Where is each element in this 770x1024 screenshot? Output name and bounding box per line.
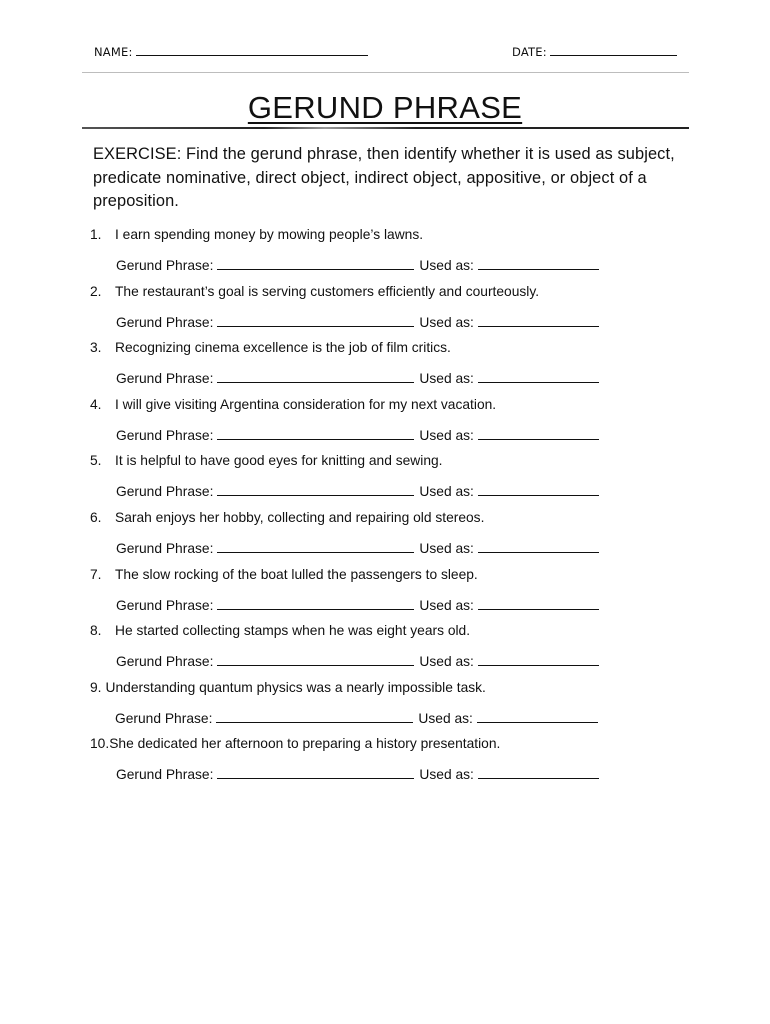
question-sentence: Sarah enjoys her hobby, collecting and repairing old stereos. (115, 509, 485, 525)
used-as-label: Used as: (419, 371, 474, 387)
question-number: 7. (90, 566, 102, 582)
gerund-phrase-blank[interactable] (216, 709, 413, 723)
used-as-label: Used as: (419, 314, 474, 330)
question-item (90, 736, 690, 793)
question-number: 9. (90, 679, 102, 695)
used-as-blank[interactable] (478, 596, 599, 610)
question-text-row (90, 510, 484, 525)
answer-row (116, 369, 599, 386)
used-as-label: Used as: (419, 654, 474, 670)
question-sentence: He started collecting stamps when he was eight years old. (115, 623, 471, 639)
used-as-blank[interactable] (478, 369, 599, 383)
question-sentence: The slow rocking of the boat lulled the passengers to sleep. (115, 566, 478, 582)
date-label: DATE: (512, 45, 547, 59)
date-blank-line[interactable] (550, 44, 677, 56)
question-number: 10. (90, 736, 110, 752)
gerund-phrase-blank[interactable] (217, 482, 414, 496)
gerund-phrase-label: Gerund Phrase: (116, 484, 214, 500)
question-number: 6. (90, 509, 102, 525)
date-field (512, 44, 677, 59)
gerund-phrase-label: Gerund Phrase: (115, 710, 213, 726)
gerund-phrase-blank[interactable] (217, 652, 414, 666)
gerund-phrase-label: Gerund Phrase: (116, 371, 214, 387)
used-as-label: Used as: (419, 767, 474, 783)
question-text-row (90, 340, 451, 355)
exercise-instructions: EXERCISE: Find the gerund phrase, then identify whether it is used as subject, predicate nominative, direct object, indirect object, appositive, or object of a preposition. (93, 145, 675, 210)
question-text-row (90, 736, 500, 751)
question-sentence: Recognizing cinema excellence is the job of film critics. (115, 340, 451, 356)
gerund-phrase-label: Gerund Phrase: (116, 767, 214, 783)
used-as-label: Used as: (419, 484, 474, 500)
question-item (90, 397, 690, 454)
answer-row (116, 596, 599, 613)
answer-row (116, 539, 599, 556)
name-blank-line[interactable] (136, 44, 368, 56)
question-list (90, 227, 690, 793)
question-item (90, 680, 690, 737)
question-text-row (90, 623, 470, 638)
gerund-phrase-blank[interactable] (217, 313, 414, 327)
gerund-phrase-blank[interactable] (217, 539, 414, 553)
gerund-phrase-blank[interactable] (217, 256, 414, 270)
question-text-row (90, 680, 486, 695)
gerund-phrase-label: Gerund Phrase: (116, 654, 214, 670)
question-item (90, 453, 690, 510)
page-title-text: GERUND PHRASE (247, 90, 523, 125)
question-sentence: It is helpful to have good eyes for knitting and sewing. (115, 453, 443, 469)
used-as-blank[interactable] (478, 426, 599, 440)
question-sentence: I will give visiting Argentina consideration for my next vacation. (115, 396, 497, 412)
used-as-label: Used as: (419, 597, 474, 613)
gerund-phrase-label: Gerund Phrase: (116, 597, 214, 613)
question-number: 5. (90, 453, 102, 469)
gerund-phrase-label: Gerund Phrase: (116, 314, 214, 330)
question-item (90, 623, 690, 680)
used-as-blank[interactable] (478, 482, 599, 496)
question-number: 3. (90, 340, 102, 356)
question-sentence: She dedicated her afternoon to preparing a history presentation. (109, 736, 501, 752)
gerund-phrase-label: Gerund Phrase: (116, 540, 214, 556)
header-divider (82, 72, 689, 73)
question-sentence: The restaurant’s goal is serving customers efficiently and courteously. (115, 283, 540, 299)
used-as-blank[interactable] (477, 709, 598, 723)
answer-row (116, 482, 599, 499)
question-item (90, 567, 690, 624)
name-field (94, 44, 368, 59)
question-sentence: I earn spending money by mowing people’s lawns. (115, 227, 424, 242)
question-text-row (90, 227, 423, 242)
answer-row (115, 709, 598, 726)
question-item (90, 227, 690, 284)
used-as-blank[interactable] (478, 652, 599, 666)
page-title (0, 90, 770, 126)
answer-row (116, 256, 599, 273)
gerund-phrase-label: Gerund Phrase: (116, 427, 214, 443)
used-as-blank[interactable] (478, 765, 599, 779)
question-item (90, 510, 690, 567)
answer-row (116, 765, 599, 782)
name-label: NAME: (94, 45, 133, 59)
used-as-label: Used as: (418, 710, 473, 726)
gerund-phrase-label: Gerund Phrase: (116, 258, 214, 273)
question-item (90, 340, 690, 397)
used-as-label: Used as: (419, 540, 474, 556)
used-as-label: Used as: (419, 258, 474, 273)
answer-row (116, 313, 599, 330)
question-number: 8. (90, 623, 102, 639)
question-text-row (90, 397, 496, 412)
answer-row (116, 426, 599, 443)
title-divider (82, 127, 689, 129)
gerund-phrase-blank[interactable] (217, 596, 414, 610)
gerund-phrase-blank[interactable] (217, 369, 414, 383)
question-number: 1. (90, 227, 102, 242)
used-as-blank[interactable] (478, 256, 599, 270)
question-sentence: Understanding quantum physics was a nearly impossible task. (105, 679, 486, 695)
question-text-row (90, 284, 539, 299)
answer-row (116, 652, 599, 669)
question-item (90, 284, 690, 341)
gerund-phrase-blank[interactable] (217, 765, 414, 779)
question-number: 4. (90, 396, 102, 412)
question-text-row (90, 453, 443, 468)
used-as-blank[interactable] (478, 539, 599, 553)
question-number: 2. (90, 283, 102, 299)
used-as-blank[interactable] (478, 313, 599, 327)
used-as-label: Used as: (419, 427, 474, 443)
gerund-phrase-blank[interactable] (217, 426, 414, 440)
question-text-row (90, 567, 478, 582)
